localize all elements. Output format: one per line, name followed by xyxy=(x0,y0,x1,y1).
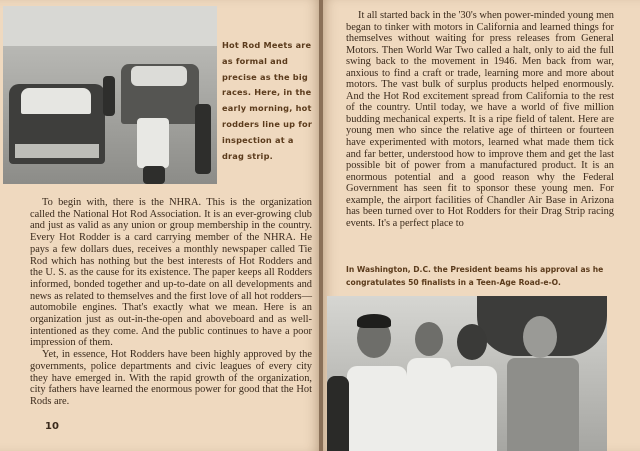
left-photo-caption: Hot Rod Meets are as formal and precise as the big races. Here, in the early morning, hot rodders line up for inspection at a drag strip. xyxy=(222,40,313,161)
president-photo xyxy=(327,296,607,451)
right-paragraph-1: It all started back in the '30's when power-minded young men began to tinker with motors in California and learned things for themselves without waiting for press releases from General Motors. Then World War Two called a halt, only to aid the full swing back to the movement in 1946. Men back from war, anxious to find a craft or trade, learning more and more about motors. The vast bulk of surplus products helped enormously. And the Hot Rod excitement spread from California to the rest of the country. Until today, we have a world of five million budding mechanical experts. It is a ripe field of talent. Here are young men who since the relative age of thirteen or fourteen have experimented with motors, learned what made them tick and far better, understood how to improve them and get the last possible bit of power from a manufactured product. It is an enormous potential and a good reason why the Federal Government has seen fit to sponsor these young men. For example, the airport facilities of Chandler Air Base in Arizona has been turned over to Hot Rodders for their Drag Strip racing events. It's a perfect place to xyxy=(346,10,614,229)
left-paragraph-2: Yet, in essence, Hot Rodders have been highly approved by the governments, police departments and civic leagues of every city they have emerged in. With the rapid growth of the organization, city fathers have learned the enormous power for good that the Hot Rods are. xyxy=(30,349,312,407)
photo-sky xyxy=(3,6,217,46)
photo-car-front-roof xyxy=(21,88,91,114)
photo-person-3-head xyxy=(457,324,487,360)
photo-person-background xyxy=(103,76,115,116)
book-gutter xyxy=(319,0,323,451)
photo-person-white-shirt xyxy=(137,118,169,168)
left-paragraph-1: To begin with, there is the NHRA. This is the organization called the National Hot Rod Association. It is an ever-growing club and just as valid as any union or group membership in the country. Every Hot Rodder is a card carrying member of the NHRA. He pays a few dollars dues, receives a monthly newspaper called Tie Rod which has nothing but the best interests of Hot Rodders and the U. S. as the cause for its existence. The paper keeps all Rodders informed, bonded together and up-to-date on all developments and news as related to themselves and the first love of all hot rodders—automobile engines. That's exactly what we mean. Here is an organization just as out-in-the-open and aboveboard and as well-intentioned as they come. And the public continues to have a poor impression of them. xyxy=(30,197,312,349)
photo-car-rear-roof xyxy=(131,66,187,86)
photo-car-front-grill xyxy=(15,144,99,158)
photo-person-1-hair xyxy=(357,314,391,328)
page-number: 10 xyxy=(45,421,59,432)
photo-person-legs xyxy=(143,166,165,184)
photo-person-standing xyxy=(195,104,211,174)
photo-person-2-shirt xyxy=(407,358,451,451)
photo-person-2-head xyxy=(415,322,443,356)
right-body-text xyxy=(346,10,614,229)
photo-person-edge xyxy=(327,376,349,451)
photo-president-head xyxy=(523,316,557,358)
left-body-text xyxy=(30,197,312,408)
drag-strip-photo xyxy=(3,6,217,184)
right-photo-caption: In Washington, D.C. the President beams his approval as he congratulates 50 finalists in a Teen-Age Road-e-O. xyxy=(346,265,604,287)
photo-person-3-shirt xyxy=(447,366,497,451)
photo-person-1-shirt xyxy=(347,366,407,451)
photo-president-suit xyxy=(507,358,579,451)
